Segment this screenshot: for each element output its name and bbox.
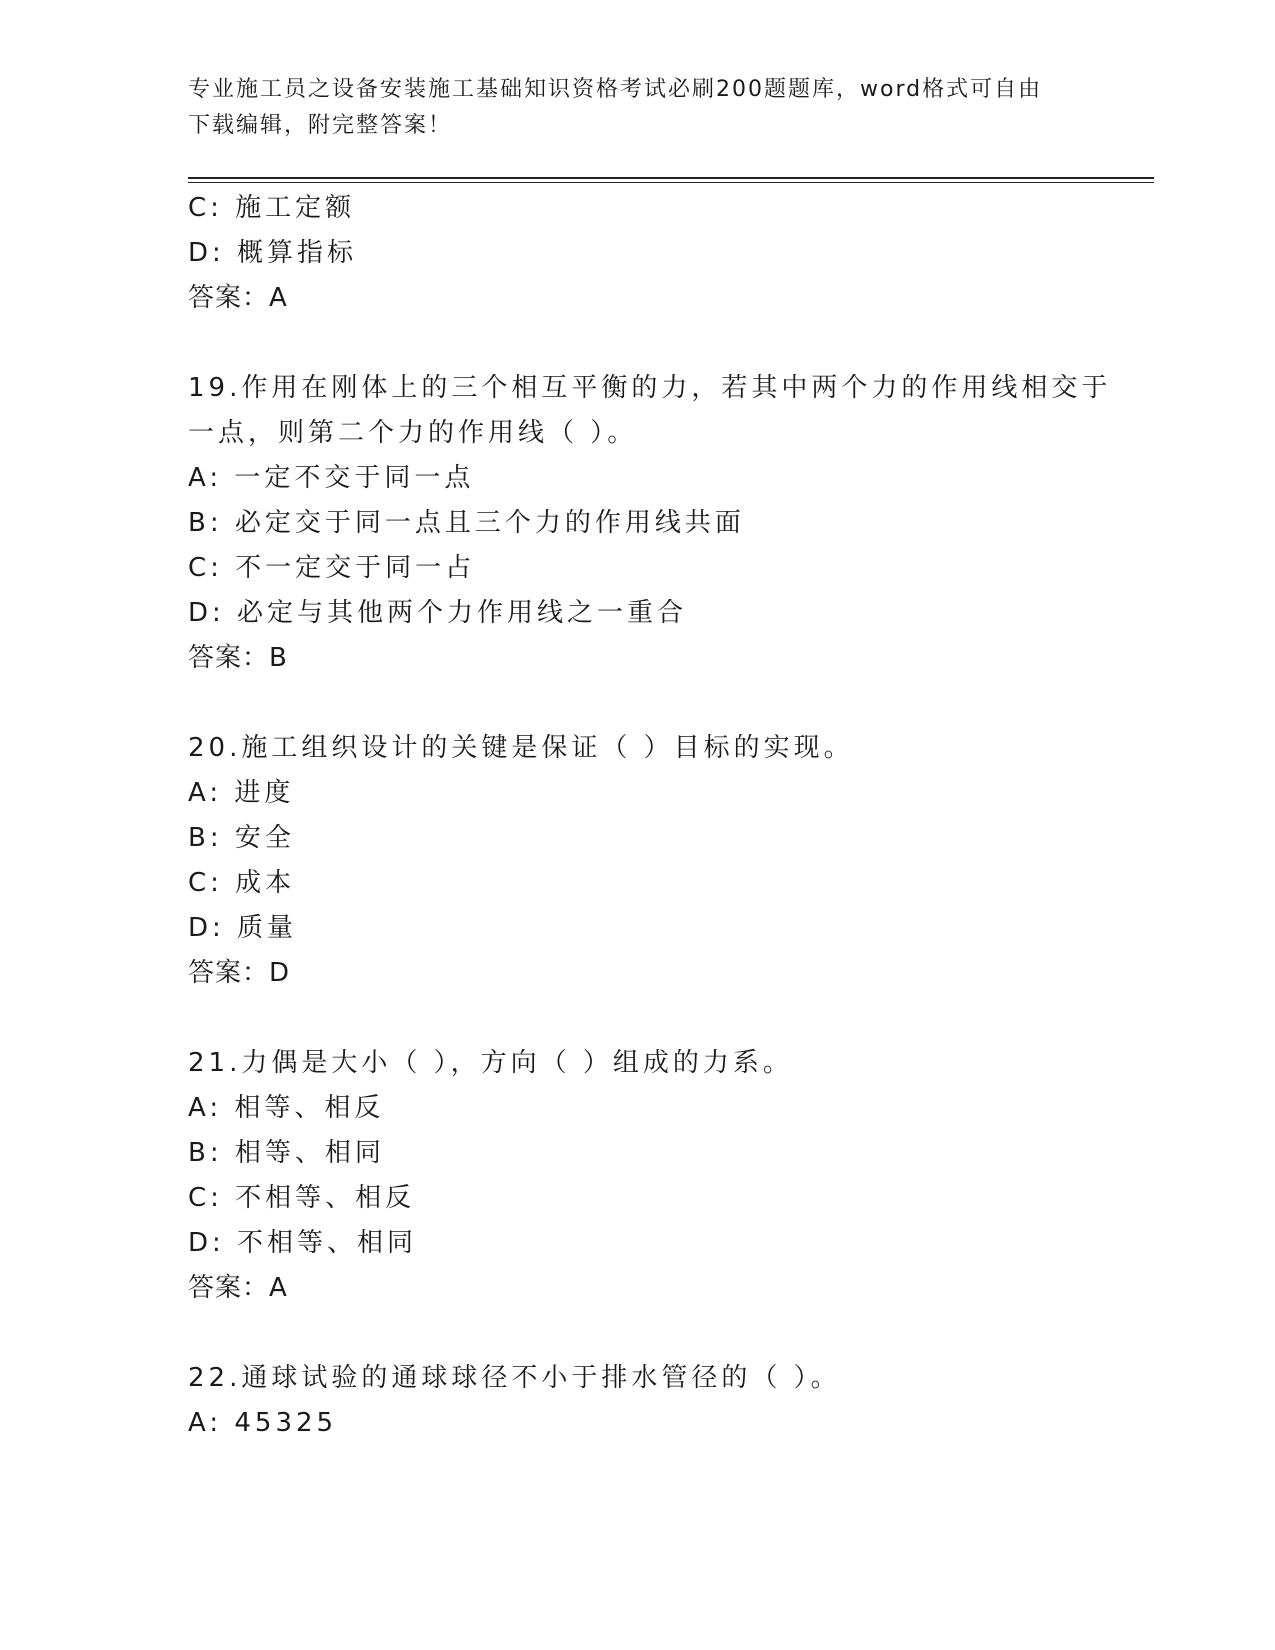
q19-option-b: B: 必定交于同一点且三个力的作用线共面	[188, 508, 745, 538]
q18-answer: 答案：A	[188, 283, 288, 313]
q22-option-a: A: 45325	[188, 1408, 338, 1438]
q20-option-d: D: 质量	[188, 913, 298, 943]
q19-stem-line-2: 一点，则第二个力的作用线（ ）。	[188, 418, 638, 448]
header-rule-thin	[188, 182, 1154, 183]
q19-option-d: D: 必定与其他两个力作用线之一重合	[188, 598, 688, 628]
header-rule-thick	[188, 177, 1154, 179]
q20-option-b: B: 安全	[188, 823, 295, 853]
q18-option-d: D: 概算指标	[188, 238, 358, 268]
q22-stem: 22.通球试验的通球球径不小于排水管径的（ ）。	[188, 1363, 841, 1393]
header-line-2: 下载编辑，附完整答案！	[188, 113, 453, 138]
q18-option-c: C: 施工定额	[188, 193, 356, 223]
header-line-1: 专业施工员之设备安装施工基础知识资格考试必刷200题题库，word格式可自由	[188, 77, 1043, 102]
q19-stem-line-1: 19.作用在刚体上的三个相互平衡的力，若其中两个力的作用线相交于	[188, 373, 1112, 403]
q21-answer: 答案：A	[188, 1273, 288, 1303]
q21-option-c: C: 不相等、相反	[188, 1183, 416, 1213]
document-header	[188, 72, 1088, 144]
q21-option-a: A: 相等、相反	[188, 1093, 385, 1123]
q21-option-b: B: 相等、相同	[188, 1138, 385, 1168]
q19-option-c: C: 不一定交于同一占	[188, 553, 476, 583]
q21-stem: 21.力偶是大小（ ），方向（ ）组成的力系。	[188, 1048, 793, 1078]
q20-stem: 20.施工组织设计的关键是保证（ ）目标的实现。	[188, 733, 854, 763]
q20-option-c: C: 成本	[188, 868, 296, 898]
q21-option-d: D: 不相等、相同	[188, 1228, 418, 1258]
q20-answer: 答案：D	[188, 958, 291, 988]
q19-answer: 答案：B	[188, 643, 288, 673]
q20-option-a: A: 进度	[188, 778, 295, 808]
q19-option-a: A: 一定不交于同一点	[188, 463, 475, 493]
